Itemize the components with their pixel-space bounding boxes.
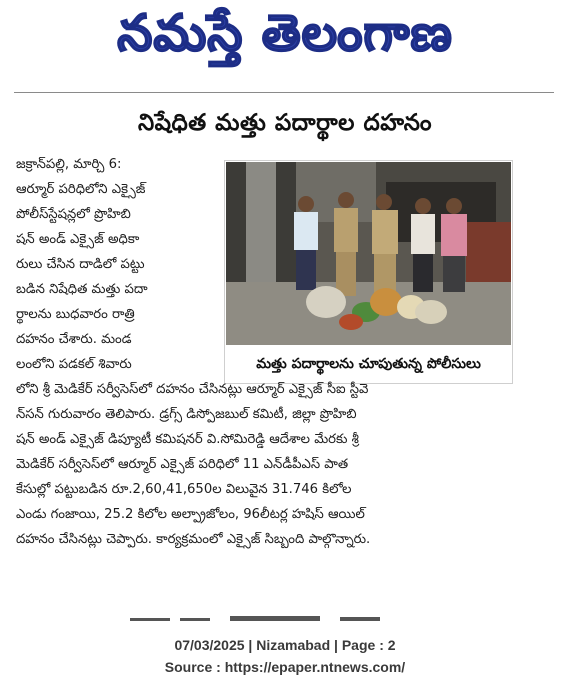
top-divider xyxy=(14,92,554,93)
body-line: దహనం చేశారు. మండ xyxy=(16,332,132,347)
body-line: పోలీస్‌స్టేషన్లలో ప్రొహిబి xyxy=(16,207,131,222)
news-photo xyxy=(226,162,511,345)
source-link[interactable]: Source : https://epaper.ntnews.com/ xyxy=(164,659,406,675)
body-line: న్‌సన్ గురువారం తెలిపారు. డ్రగ్స్ డిస్పోజబుల్ కమిటీ, జిల్లా ప్రొహిబి xyxy=(16,407,357,422)
body-line: లోని శ్రీ మెడికేర్ సర్వీసెస్‌లో దహనం చేసినట్లు ఆర్మూర్ ఎక్సైజ్ సీఐ స్టీవె xyxy=(16,382,369,397)
photo-caption: మత్తు పదార్థాలను చూపుతున్న పోలీసులు xyxy=(226,347,511,381)
masthead xyxy=(0,0,570,80)
body-line: బడిన నిషేధిత మత్తు పదా xyxy=(16,282,148,297)
body-line: ఆర్మూర్ పరిధిలోని ఎక్సైజ్ xyxy=(16,182,146,197)
newspaper-title: నమస్తే తెలంగాణ xyxy=(117,4,453,62)
body-line: కేసుల్లో పట్టుబడిన రూ.2,60,41,650ల విలువైన 31.746 కిలోల xyxy=(16,482,352,497)
article-headline: నిషేధిత మత్తు పదార్థాల దహనం xyxy=(137,110,433,136)
edition-info: 07/03/2025 | Nizamabad | Page : 2 xyxy=(174,637,396,653)
body-line: షన్ అండ్ ఎక్సైజ్ అధికా xyxy=(16,232,140,247)
body-line: జక్రాన్‌పల్లి, మార్చి 6: xyxy=(16,157,122,172)
news-photo-frame xyxy=(224,160,513,384)
body-line: ఎండు గంజాయి, 25.2 కిలోల అల్ప్రాజోలం, 96లీటర్ల హషిస్ ఆయిల్ xyxy=(16,507,365,522)
body-line: ర్థాలను బుధవారం రాత్రి xyxy=(16,307,135,322)
body-line: షన్ అండ్ ఎక్సైజ్ డిప్యూటీ కమిషనర్ వి.సోమిరెడ్డి ఆదేశాల మేరకు శ్రీ xyxy=(16,432,359,447)
body-line: మెడికేర్ సర్వీసెస్‌లో ఆర్మూర్ ఎక్సైజ్ పరిధిలో 11 ఎన్‌డీపీఎస్ పాత xyxy=(16,457,349,472)
body-line: దహనం చేసినట్లు చెప్పారు. కార్యక్రమంలో ఎక్సైజ్ సిబ్బంది పాల్గొన్నారు. xyxy=(16,532,371,547)
clipped-text-fragment xyxy=(120,614,420,624)
body-line: లంలోని పడకల్ శివారు xyxy=(16,357,132,372)
body-line: రులు చేసిన దాడిలో పట్టు xyxy=(16,257,145,272)
